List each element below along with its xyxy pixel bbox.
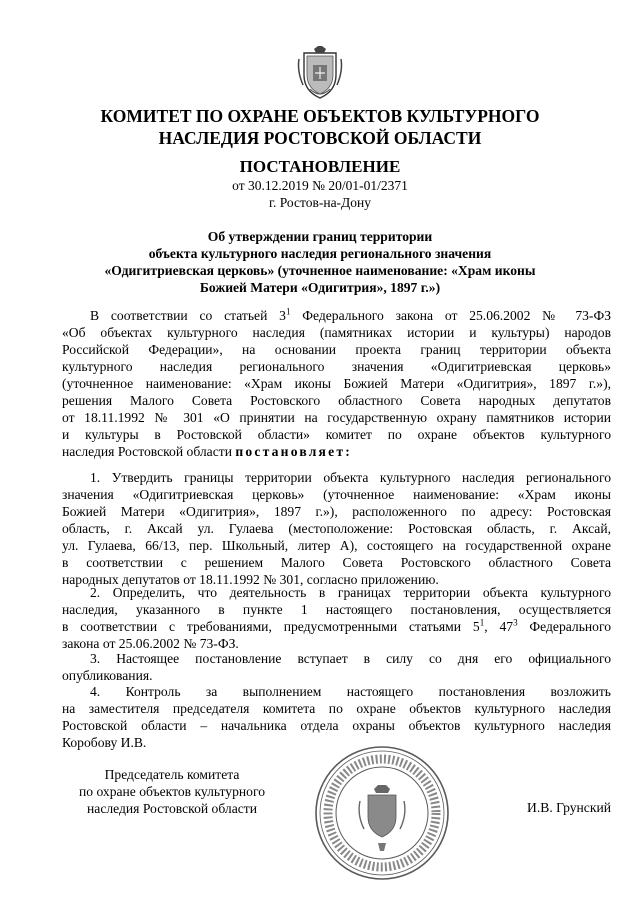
text-line: область, г. Аксай ул. Гулаева (местоположение: Ростовская область, г. Аксай, — [62, 521, 611, 536]
text-line: народных депутатов от 18.11.1992 № 301, согласно приложению. — [62, 572, 439, 587]
signatory-position — [62, 766, 282, 817]
text-line: в соответствии с решением Малого Совета Ростовского областного Совета — [62, 555, 611, 570]
text-line: Коробову И.В. — [62, 735, 147, 750]
text-line: решения Малого Совета Ростовского областного Совета народных депутатов — [62, 393, 611, 408]
text-line: Российской Федерации», на основании проекта границ территории объекта — [62, 342, 611, 357]
text-line: Ростовской области – начальника отдела охраны объектов культурного наследия — [62, 718, 611, 733]
subject-line-4: Божией Матери «Одигитрия», 1897 г.») — [199, 280, 441, 295]
text-line: 4. Контроль за выполнением настоящего постановления возложить — [90, 684, 611, 699]
org-name-line-2: НАСЛЕДИЯ РОСТОВСКОЙ ОБЛАСТИ — [158, 128, 482, 148]
text-line: и культуры в Ростовской области» комитет по охране объектов культурного — [62, 427, 611, 442]
document-date-number: от 30.12.2019 № 20/01-01/2371 — [232, 178, 408, 193]
text-line: на заместителя председателя комитета по охране объектов культурного наследия — [62, 701, 611, 716]
text-line: значения «Одигитриевская церковь» (уточненное наименование: «Храм иконы — [62, 487, 611, 502]
official-seal-icon — [312, 743, 452, 883]
item-2-paragraph — [62, 584, 611, 652]
text-line: 3. Настоящее постановление вступает в силу со дня его официального — [90, 651, 611, 666]
text-line: В соответствии со статьей $3^1$ Федерального закона от 25.06.2002 № 73-ФЗ — [90, 306, 612, 323]
text-line: Божией Матери «Одигитрия», 1897 г.»), расположенного по адресу: Ростовская — [62, 504, 611, 519]
item-4-paragraph — [62, 683, 611, 751]
text-line: 1. Утвердить границы территории объекта культурного наследия регионального — [90, 470, 611, 485]
org-name-line-1: КОМИТЕТ ПО ОХРАНЕ ОБЪЕКТОВ КУЛЬТУРНОГО — [100, 106, 540, 126]
resolves-word: постановляет: — [235, 444, 352, 459]
text-line: наследия Ростовской области постановляет: — [62, 444, 352, 459]
text-line: наследия, указанного в пункте 1 настоящего постановления, осуществляется — [62, 602, 611, 617]
subject-line-2: объекта культурного наследия регионального значения — [148, 246, 492, 261]
document-city: г. Ростов-на-Дону — [268, 195, 371, 210]
text-line: (уточненное наименование: «Храм иконы Божией Матери «Одигитрия», 1897 г.»), — [62, 376, 611, 391]
item-1-paragraph — [62, 469, 611, 588]
text-line: в соответствии с требованиями, предусмотренными статьями $5^1$, $47^3$ Федерального — [62, 617, 612, 634]
text-line: культурного наследия регионального значения «Одигитриевская церковь» — [62, 359, 611, 374]
text-line: от 18.11.1992 № 301 «О принятии на государственную охрану памятников истории — [62, 410, 611, 425]
text-line: опубликования. — [62, 668, 153, 683]
text-line: «Об объектах культурного наследия (памятниках истории и культуры) народов — [62, 325, 611, 340]
position-line: Председатель комитета — [104, 767, 240, 782]
text-line: закона от 25.06.2002 № 73-ФЗ. — [62, 636, 239, 651]
signatory-name: И.В. Грунский — [527, 800, 611, 815]
item-3-paragraph — [62, 650, 611, 684]
preamble-paragraph — [62, 307, 611, 460]
position-line: наследия Ростовской области — [87, 801, 257, 816]
coat-of-arms-icon — [296, 45, 344, 101]
position-line: по охране объектов культурного — [78, 784, 266, 799]
text-line: 2. Определить, что деятельность в границах территории объекта культурного — [90, 585, 611, 600]
subject-line-3: «Одигитриевская церковь» (уточненное наименование: «Храм иконы — [104, 263, 536, 278]
text-line: ул. Гулаева, 66/13, пер. Школьный, литер А), состоящего на государственной охране — [62, 538, 611, 553]
subject-line-1: Об утверждении границ территории — [207, 229, 433, 244]
document-type: ПОСТАНОВЛЕНИЕ — [239, 157, 401, 176]
